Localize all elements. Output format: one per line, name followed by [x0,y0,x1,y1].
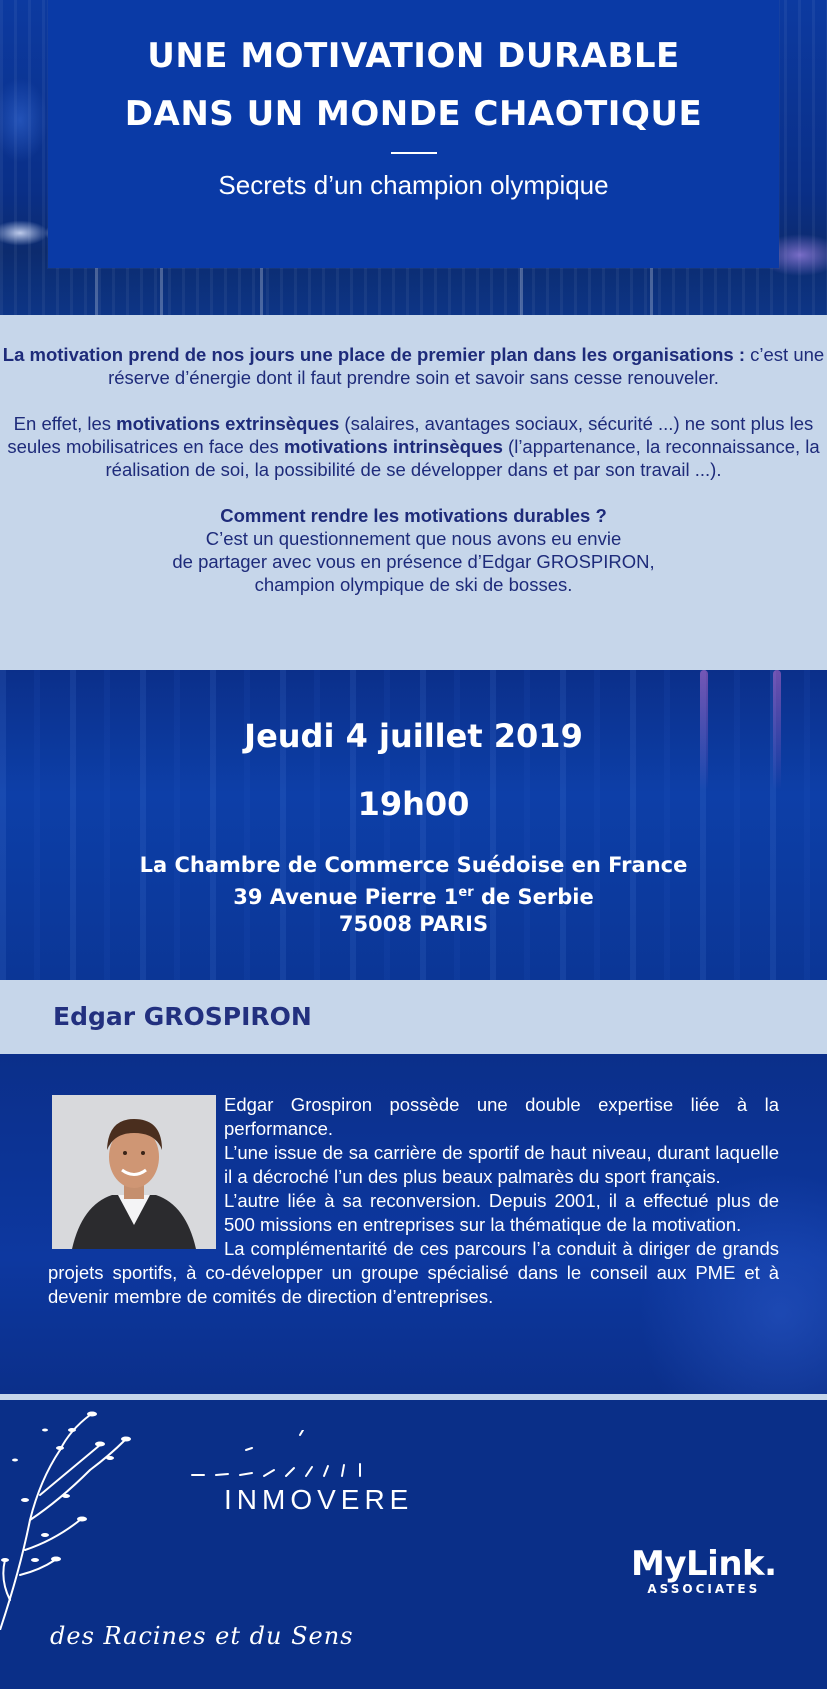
intro-p3-line-1: C’est un questionnement que nous avons eu envie [205,528,622,549]
light-streak [700,670,708,790]
mylink-name: MyLink. [631,1544,777,1584]
intro-p2-text-3: (l’appartenance, la reconnaissance, la réalisation de soi, la possibilité de se développer dans et par son travail ...). [105,436,820,480]
bio-paragraph: Edgar Grospiron possède une double expertise liée à la performance. [224,1094,779,1139]
title-line-1: UNE MOTIVATION DURABLE [147,36,680,76]
tagline: des Racines et du Sens [50,1622,354,1650]
intro-paragraph-2 [0,412,827,481]
inmovere-logo: INMOVERE [224,1484,414,1515]
intro-paragraph-3 [0,504,827,596]
title-box [48,0,779,268]
speaker-header [0,980,827,1054]
address-sup: er [458,885,474,900]
mylink-sub: ASSOCIATES [647,1582,761,1596]
footer [0,1400,827,1689]
birds-icon [190,1430,420,1490]
event-venue [0,852,827,938]
address-suffix: de Serbie [473,885,594,909]
intro-p2-bold-2: motivations intrinsèques [283,436,503,457]
intro-p3-line-2: de partager avec vous en présence d’Edgar GROSPIRON, [172,551,655,572]
venue-name: La Chambre de Commerce Suédoise en France [139,853,688,877]
venue-city: 75008 PARIS [338,912,489,936]
intro-question: Comment rendre les motivations durables ? [220,505,607,526]
hero-banner [0,0,827,315]
speaker-bio [48,1093,779,1309]
tree-icon [0,1400,220,1630]
speaker-bio-section [0,1054,827,1394]
speaker-name: Edgar GROSPIRON [53,1002,312,1031]
intro-p1-text: c’est une réserve d’énergie dont il faut prendre soin et savoir sans cesse renouveler. [108,344,825,388]
event-section [0,670,827,980]
title-line-2: DANS UN MONDE CHAOTIQUE [124,94,703,134]
bio-paragraph: L’autre liée à sa reconversion. Depuis 2001, il a effectué plus de 500 missions en entreprises sur la thématique de la motivation. [224,1190,779,1235]
mylink-logo [631,1546,777,1596]
venue-address [0,879,827,911]
intro-p1-bold: La motivation prend de nos jours une place de premier plan dans les organisations : [2,344,746,365]
intro-p3-line-3: champion olympique de ski de bosses. [254,574,573,595]
intro-p2-bold-1: motivations extrinsèques [116,413,340,434]
title-divider [391,152,437,154]
event-date: Jeudi 4 juillet 2019 [244,717,583,755]
bio-paragraph: La complémentarité de ces parcours l’a conduit à diriger de grands projets sportifs, à co-développer un groupe spécialisé dans le conseil aux PME et à devenir membre de comités de direction d’entreprises. [48,1238,779,1307]
subtitle: Secrets d’un champion olympique [218,170,609,200]
intro-paragraph-1 [0,315,827,389]
intro-p2-text-1: En effet, les [13,413,117,434]
address-prefix: 39 Avenue Pierre 1 [233,885,459,909]
event-time: 19h00 [357,785,470,823]
bio-paragraph: L’une issue de sa carrière de sportif de haut niveau, durant laquelle il a décroché l’un des plus beaux palmarès du sport français. [224,1142,779,1187]
intro-p2-text-2: (salaires, avantages sociaux, sécurité ...) ne sont plus les seules mobilisatrices en face des [7,413,814,457]
light-streak [773,670,781,790]
intro-section [0,315,827,670]
